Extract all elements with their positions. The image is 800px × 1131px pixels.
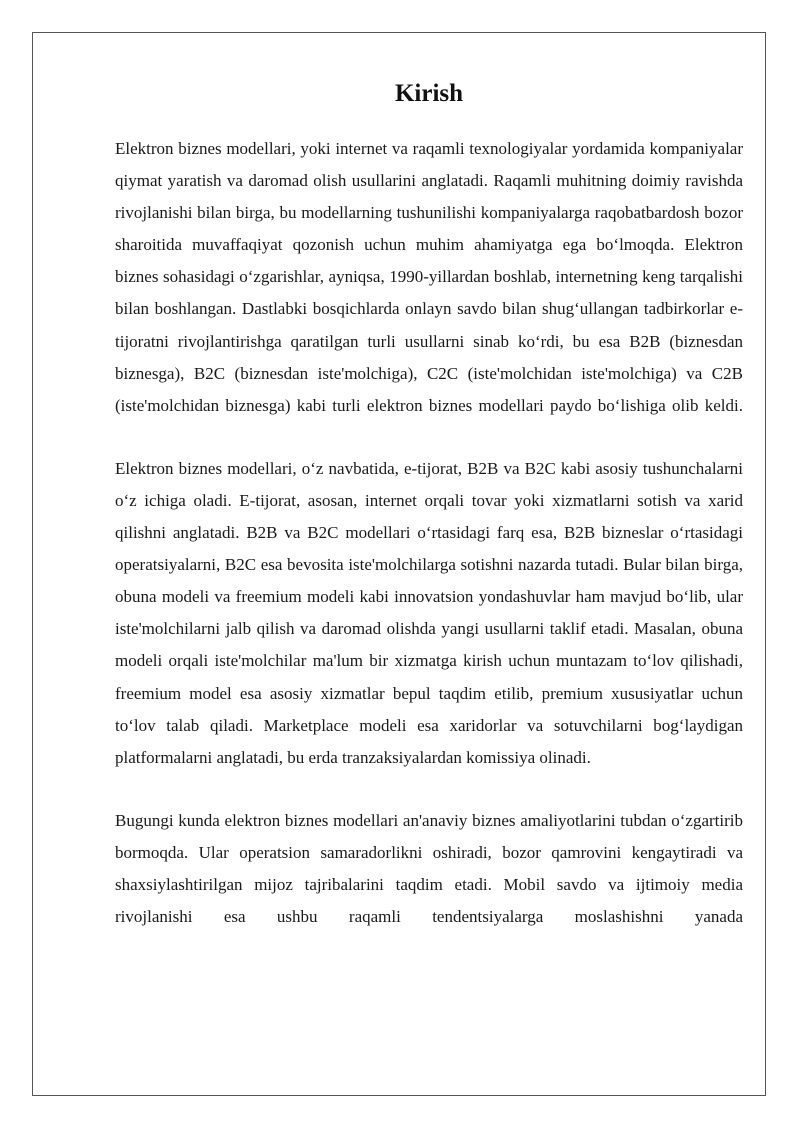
page-frame <box>32 32 766 1096</box>
page-title: Kirish <box>394 80 464 107</box>
paragraph-1: Elektron biznes modellari, yoki internet va raqamli texnologiyalar yordamida kompaniyalar qiymat yaratish va daromad olish usullarini anglatadi. Raqamli muhitning doimiy ravishda rivojlanishi bilan birga, bu modellarning tushunilishi kompaniyalarga raqobatbardosh bozor sharoitida muvaffaqiyat qozonish uchun muhim ahamiyatga ega boʻlmoqda. Elektron biznes sohasidagi oʻzgarishlar, ayniqsa, 1990-yillardan boshlab, internetning keng tarqalishi bilan boshlangan. Dastlabki bosqichlarda onlayn savdo bilan shugʻullangan tadbirkorlar e-tijoratni rivojlantirishga qaratilgan turli usullarni sinab koʻrdi, bu esa B2B (biznesdan biznesga), B2C (biznesdan iste'molchiga), C2C (iste'molchidan iste'molchiga) va C2B (iste'molchidan biznesga) kabi turli elektron biznes modellari paydo boʻlishiga olib keldi. <box>115 139 743 415</box>
document-body <box>115 77 743 964</box>
paragraph-2: Elektron biznes modellari, oʻz navbatida, e-tijorat, B2B va B2C kabi asosiy tushunchalarni oʻz ichiga oladi. E-tijorat, asosan, internet orqali tovar yoki xizmatlarni sotish va xarid qilishni anglatadi. B2B va B2C modellari oʻrtasidagi farq esa, B2B bizneslar oʻrtasidagi operatsiyalarni, B2C esa bevosita iste'molchilarga sotishni nazarda tutadi. Bular bilan birga, obuna modeli va freemium modeli kabi innovatsion yondashuvlar ham mavjud boʻlib, ular iste'molchilarni jalb qilish va daromad olishda yangi usullarni taklif etadi. Masalan, obuna modeli orqali iste'molchilar ma'lum bir xizmatga kirish uchun muntazam toʻlov qilishadi, freemium model esa asosiy xizmatlar bepul taqdim etilib, premium xususiyatlar uchun toʻlov talab qiladi. Marketplace modeli esa xaridorlar va sotuvchilarni bogʻlaydigan platformalarni anglatadi, bu erda tranzaksiyalardan komissiya olinadi. <box>115 458 743 767</box>
paragraph-3: Bugungi kunda elektron biznes modellari an'anaviy biznes amaliyotlarini tubdan oʻzgartirib bormoqda. Ular operatsion samaradorlikni oshiradi, bozor qamrovini kengaytiradi va shaxsiylashtirilgan mijoz tajribalarini taqdim etadi. Mobil savdo va ijtimoiy media rivojlanishi esa ushbu raqamli tendentsiyalarga moslashishni yanada <box>115 810 743 927</box>
